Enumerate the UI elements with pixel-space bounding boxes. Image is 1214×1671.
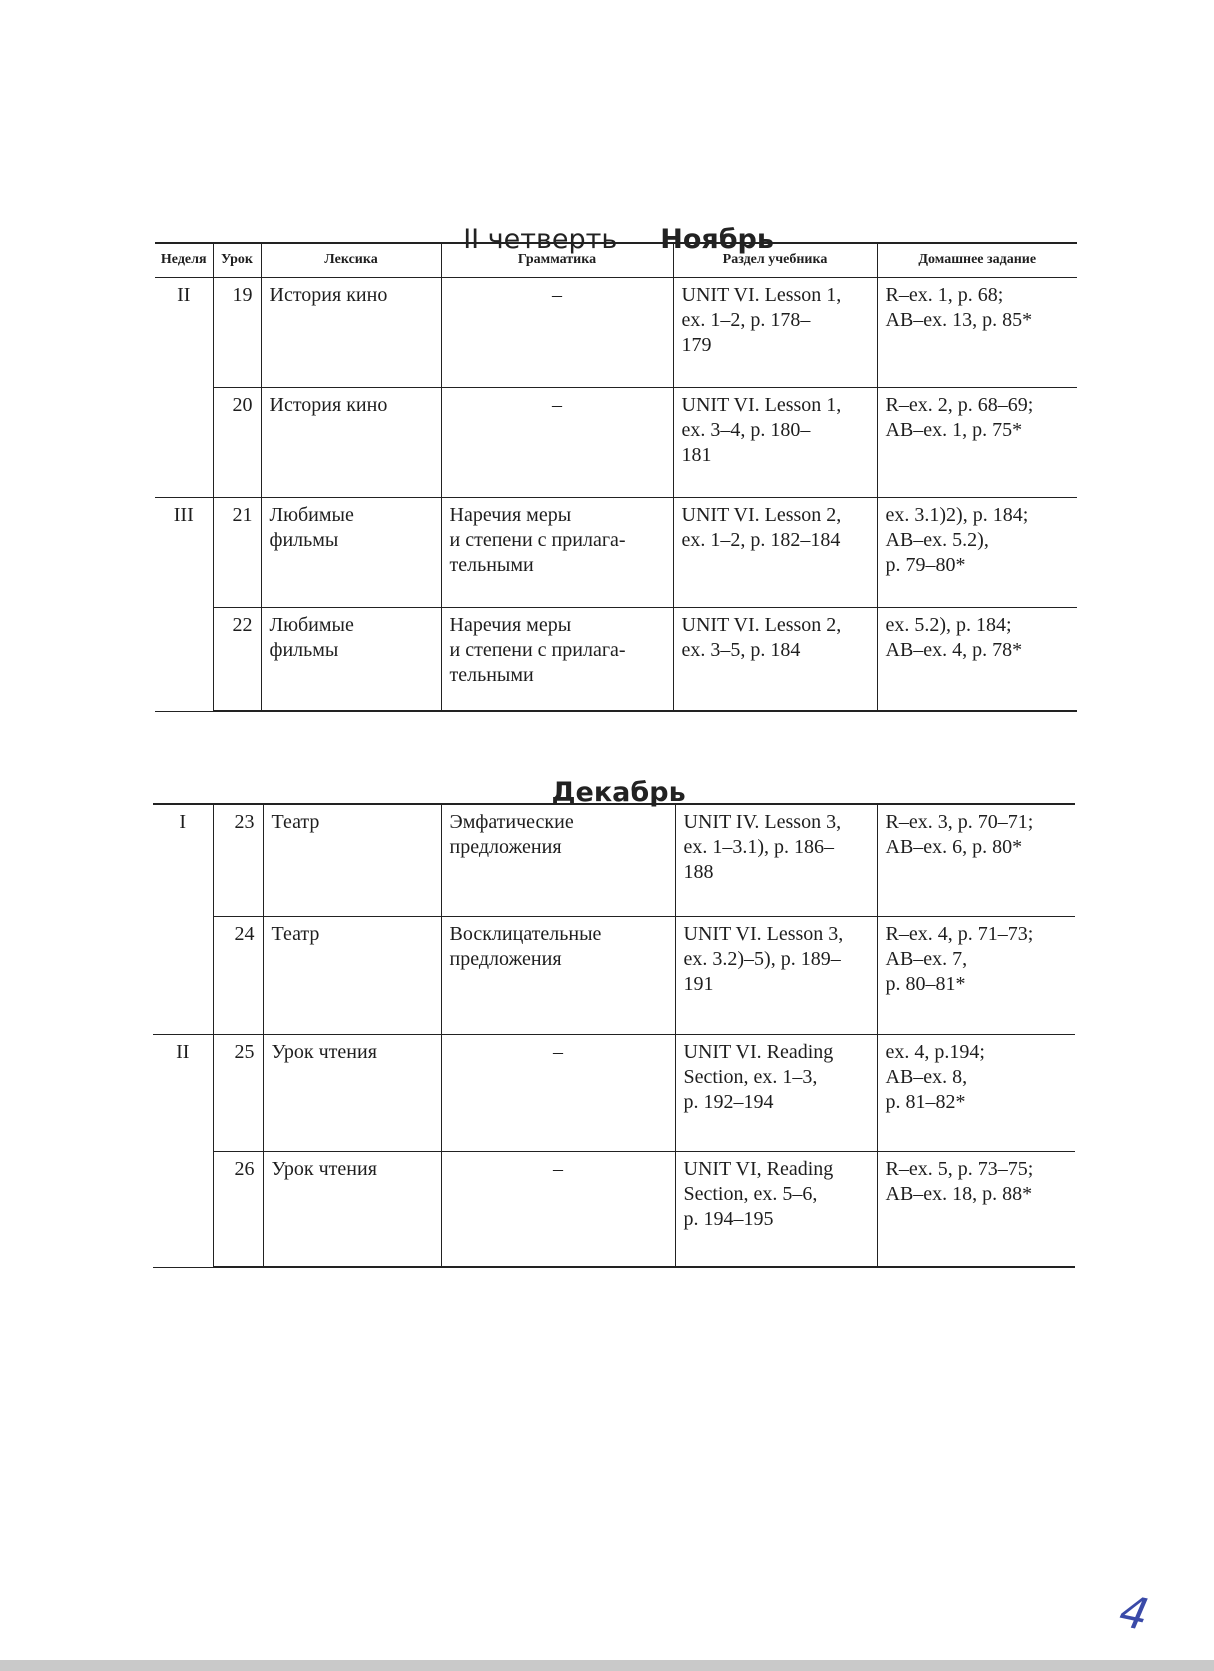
homework-cell: R–ex. 3, p. 70–71; AB–ex. 6, p. 80* [877,804,1075,916]
table-row [155,277,1077,387]
scan-edge [0,1660,1214,1671]
vocab-cell: История кино [261,277,441,387]
vocab-cell: История кино [261,387,441,497]
table-row [155,387,1077,497]
grammar-cell: – [441,277,673,387]
grammar-cell: – [441,387,673,497]
unit-cell: UNIT VI. Lesson 1, ex. 3–4, p. 180– 181 [673,387,877,497]
week-cell: III [155,497,213,711]
lesson-number: 26 [213,1151,263,1267]
lesson-number: 23 [213,804,263,916]
unit-cell: UNIT IV. Lesson 3, ex. 1–3.1), p. 186– 188 [675,804,877,916]
col-header-vocab: Лексика [261,243,441,277]
vocab-cell: Любимые фильмы [261,607,441,711]
homework-cell: ex. 3.1)2), p. 184; AB–ex. 5.2), p. 79–80* [877,497,1077,607]
table-row [153,1151,1075,1267]
col-header-homework: Домашнее задание [877,243,1077,277]
vocab-cell: Театр [263,916,441,1034]
vocab-cell: Театр [263,804,441,916]
lesson-number: 24 [213,916,263,1034]
lesson-number: 22 [213,607,261,711]
table-row [153,804,1075,916]
grammar-cell: Наречия меры и степени с прилага- тельными [441,607,673,711]
vocab-cell: Урок чтения [263,1034,441,1151]
week-cell: II [153,1034,213,1267]
col-header-lesson: Урок [213,243,261,277]
grammar-cell: – [441,1151,675,1267]
homework-cell: R–ex. 2, p. 68–69; AB–ex. 1, p. 75* [877,387,1077,497]
homework-cell: R–ex. 5, p. 73–75; AB–ex. 18, p. 88* [877,1151,1075,1267]
unit-cell: UNIT VI. Lesson 1, ex. 1–2, p. 178– 179 [673,277,877,387]
lesson-number: 20 [213,387,261,497]
homework-cell: ex. 4, p.194; AB–ex. 8, p. 81–82* [877,1034,1075,1151]
month-label-november: Ноябрь [660,224,774,255]
col-header-unit: Раздел учебника [673,243,877,277]
unit-cell: UNIT VI. Reading Section, ex. 1–3, p. 192–194 [675,1034,877,1151]
week-cell: I [153,804,213,1034]
unit-cell: UNIT VI. Lesson 2, ex. 3–5, p. 184 [673,607,877,711]
quarter-label: II четверть [463,224,618,255]
grammar-cell: – [441,1034,675,1151]
lesson-number: 21 [213,497,261,607]
table-row [155,497,1077,607]
header-row [155,243,1077,277]
lesson-number: 19 [213,277,261,387]
unit-cell: UNIT VI, Reading Section, ex. 5–6, p. 194–195 [675,1151,877,1267]
lesson-number: 25 [213,1034,263,1151]
col-header-week: Неделя [155,243,213,277]
vocab-cell: Любимые фильмы [261,497,441,607]
table-row [153,1034,1075,1151]
homework-cell: R–ex. 1, p. 68; AB–ex. 13, p. 85* [877,277,1077,387]
vocab-cell: Урок чтения [263,1151,441,1267]
table-row [153,916,1075,1034]
month-label-december: Декабрь [551,777,686,808]
page-number: 4 [1115,1585,1153,1642]
grammar-cell: Наречия меры и степени с прилага- тельными [441,497,673,607]
grammar-cell: Восклицательные предложения [441,916,675,1034]
table-row [155,607,1077,711]
unit-cell: UNIT VI. Lesson 3, ex. 3.2)–5), p. 189– 191 [675,916,877,1034]
november-table [155,242,1077,712]
december-table [153,803,1075,1268]
grammar-cell: Эмфатические предложения [441,804,675,916]
homework-cell: ex. 5.2), p. 184; AB–ex. 4, p. 78* [877,607,1077,711]
col-header-grammar: Грамматика [441,243,673,277]
december-heading [450,746,770,808]
week-cell: II [155,277,213,497]
homework-cell: R–ex. 4, p. 71–73; AB–ex. 7, p. 80–81* [877,916,1075,1034]
unit-cell: UNIT VI. Lesson 2, ex. 1–2, p. 182–184 [673,497,877,607]
